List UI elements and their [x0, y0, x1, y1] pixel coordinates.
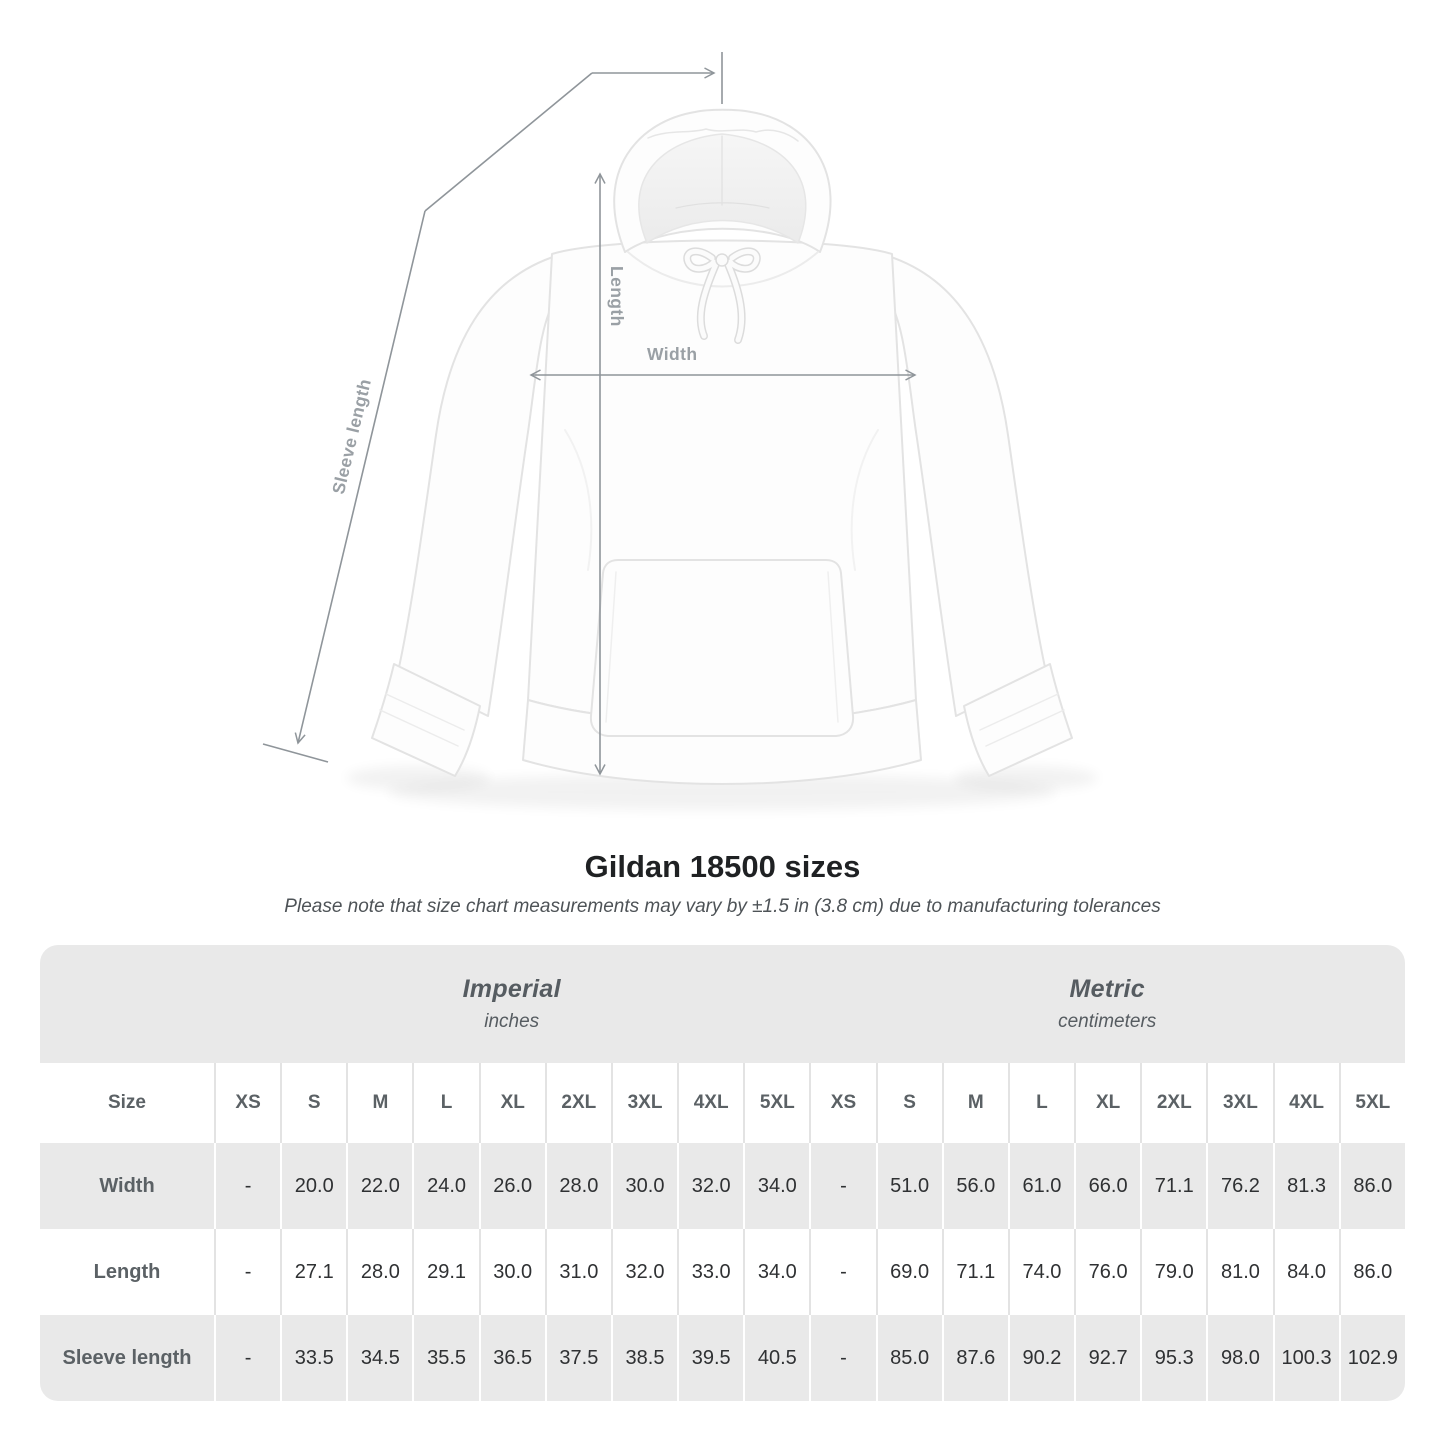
value-cell: 27.1: [280, 1229, 346, 1315]
value-cell: 69.0: [876, 1229, 942, 1315]
size-header: 2XL: [1140, 1063, 1206, 1143]
size-header: 5XL: [743, 1063, 809, 1143]
value-cell: 38.5: [611, 1315, 677, 1401]
size-header: S: [280, 1063, 346, 1143]
value-cell: -: [214, 1315, 280, 1401]
imperial-title: Imperial: [462, 975, 561, 1003]
size-header: XL: [479, 1063, 545, 1143]
value-cell: 61.0: [1008, 1143, 1074, 1229]
tolerance-note: Please note that size chart measurements may vary by ±1.5 in (3.8 cm) due to manufacturing tolerances: [284, 896, 1161, 917]
value-cell: 29.1: [412, 1229, 478, 1315]
imperial-section-header: [214, 945, 809, 1063]
value-cell: 100.3: [1273, 1315, 1339, 1401]
size-header: 3XL: [1206, 1063, 1272, 1143]
size-header: XS: [809, 1063, 875, 1143]
value-cell: 81.0: [1206, 1229, 1272, 1315]
value-cell: 28.0: [346, 1229, 412, 1315]
row-label: Width: [99, 1174, 155, 1197]
value-cell: 92.7: [1074, 1315, 1140, 1401]
value-cell: 76.0: [1074, 1229, 1140, 1315]
row-label: Length: [93, 1260, 161, 1283]
size-header: 5XL: [1339, 1063, 1405, 1143]
length-measure-label: Length: [607, 266, 627, 327]
hoodie-shape: [372, 110, 1072, 784]
size-header: XL: [1074, 1063, 1140, 1143]
value-cell: -: [214, 1143, 280, 1229]
value-cell: 87.6: [942, 1315, 1008, 1401]
value-cell: 95.3: [1140, 1315, 1206, 1401]
size-header: L: [412, 1063, 478, 1143]
size-header: S: [876, 1063, 942, 1143]
page-title: Gildan 18500 sizes: [584, 849, 861, 884]
value-cell: 56.0: [942, 1143, 1008, 1229]
size-header: XS: [214, 1063, 280, 1143]
value-cell: 30.0: [611, 1143, 677, 1229]
value-cell: 85.0: [876, 1315, 942, 1401]
size-table-card: [40, 945, 1405, 1401]
value-cell: 84.0: [1273, 1229, 1339, 1315]
size-column-header: Size: [107, 1092, 147, 1113]
size-header: L: [1008, 1063, 1074, 1143]
value-cell: 22.0: [346, 1143, 412, 1229]
value-cell: -: [809, 1315, 875, 1401]
value-cell: 34.0: [743, 1229, 809, 1315]
value-cell: 40.5: [743, 1315, 809, 1401]
value-cell: 79.0: [1140, 1229, 1206, 1315]
measurement-row: [40, 1315, 1405, 1401]
metric-title: Metric: [1069, 975, 1145, 1003]
value-cell: 33.0: [677, 1229, 743, 1315]
value-cell: 28.0: [545, 1143, 611, 1229]
measurement-row: [40, 1229, 1405, 1315]
value-cell: 74.0: [1008, 1229, 1074, 1315]
value-cell: 32.0: [677, 1143, 743, 1229]
value-cell: 31.0: [545, 1229, 611, 1315]
value-cell: 51.0: [876, 1143, 942, 1229]
value-cell: 86.0: [1339, 1229, 1405, 1315]
size-header: M: [346, 1063, 412, 1143]
cuff-tick-line: [263, 744, 328, 762]
value-cell: 33.5: [280, 1315, 346, 1401]
value-cell: 36.5: [479, 1315, 545, 1401]
value-cell: 39.5: [677, 1315, 743, 1401]
size-header: 2XL: [545, 1063, 611, 1143]
sleeve-length-measure-label: Sleeve length: [328, 376, 376, 497]
value-cell: 30.0: [479, 1229, 545, 1315]
size-header-row: [40, 1063, 1405, 1143]
value-cell: 26.0: [479, 1143, 545, 1229]
value-cell: 34.5: [346, 1315, 412, 1401]
value-cell: 34.0: [743, 1143, 809, 1229]
value-cell: 98.0: [1206, 1315, 1272, 1401]
measurement-row: [40, 1143, 1405, 1229]
value-cell: 71.1: [1140, 1143, 1206, 1229]
value-cell: -: [809, 1229, 875, 1315]
value-cell: 35.5: [412, 1315, 478, 1401]
value-cell: 37.5: [545, 1315, 611, 1401]
band-corner: [40, 945, 214, 1063]
value-cell: -: [809, 1143, 875, 1229]
value-cell: -: [214, 1229, 280, 1315]
size-header: 4XL: [1273, 1063, 1339, 1143]
value-cell: 76.2: [1206, 1143, 1272, 1229]
width-measure-label: Width: [647, 344, 698, 364]
value-cell: 81.3: [1273, 1143, 1339, 1229]
sleeve-diagonal-upper: [425, 73, 592, 211]
value-cell: 86.0: [1339, 1143, 1405, 1229]
value-cell: 20.0: [280, 1143, 346, 1229]
row-label: Sleeve length: [62, 1346, 192, 1369]
units-band-row: [40, 945, 1405, 1063]
size-header: 4XL: [677, 1063, 743, 1143]
size-header: 3XL: [611, 1063, 677, 1143]
value-cell: 102.9: [1339, 1315, 1405, 1401]
value-cell: 66.0: [1074, 1143, 1140, 1229]
metric-section-header: [809, 945, 1405, 1063]
imperial-unit: inches: [484, 1011, 540, 1032]
value-cell: 90.2: [1008, 1315, 1074, 1401]
size-header: M: [942, 1063, 1008, 1143]
value-cell: 32.0: [611, 1229, 677, 1315]
size-table: [40, 945, 1405, 1401]
value-cell: 24.0: [412, 1143, 478, 1229]
metric-unit: centimeters: [1058, 1011, 1157, 1032]
value-cell: 71.1: [942, 1229, 1008, 1315]
